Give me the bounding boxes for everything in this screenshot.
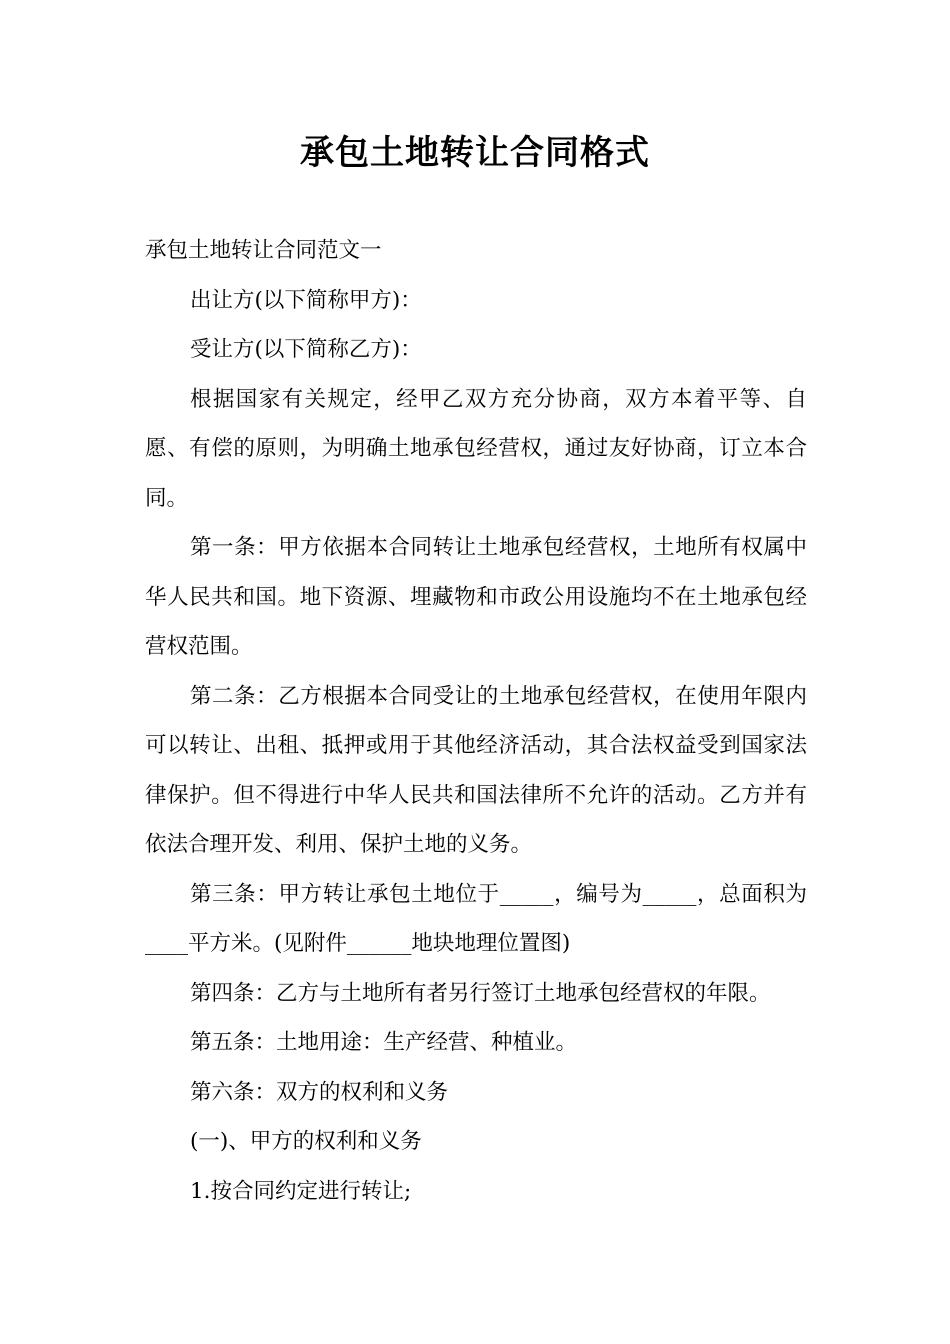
paragraph-article-1: 第一条：甲方依据本合同转让土地承包经营权，土地所有权属中华人民共和国。地下资源、埋藏物和市政公用设施均不在土地承包经营权范围。 [145, 535, 807, 659]
paragraph-article-5: 第五条：土地用途：生产经营、种植业。 [190, 1030, 578, 1055]
paragraph-item-1: 1.按合同约定进行转让; [190, 1178, 412, 1204]
paragraph-article-2: 第二条：乙方根据本合同受让的土地承包经营权，在使用年限内可以转让、出租、抵押或用于其他经济活动，其合法权益受到国家法律保护。但不得进行中华人民共和国法律所不允许的活动。乙方并有依法合理开发、利用、保护土地的义务。 [145, 683, 807, 857]
paragraph-preamble: 根据国家有关规定，经甲乙双方充分协商，双方本着平等、自愿、有偿的原则，为明确土地承包经营权，通过友好协商，订立本合同。 [145, 386, 807, 511]
paragraph-article-3: 第三条：甲方转让承包土地位于_____，编号为_____，总面积为____平方米。(见附件______地块地理位置图) [145, 881, 807, 956]
paragraph-transferee: 受让方(以下简称乙方)： [190, 337, 422, 362]
document-title: 承包土地转让合同格式 [300, 133, 650, 173]
paragraph-article-4: 第四条：乙方与土地所有者另行签订土地承包经营权的年限。 [190, 980, 771, 1006]
paragraph-article-6: 第六条：双方的权利和义务 [190, 1079, 449, 1105]
paragraph-transferor: 出让方(以下简称甲方)： [190, 287, 422, 313]
section-heading: 承包土地转让合同范文一 [145, 238, 382, 263]
paragraph-subsection-1: (一)、甲方的权利和义务 [190, 1129, 422, 1154]
document-body [145, 226, 807, 1216]
